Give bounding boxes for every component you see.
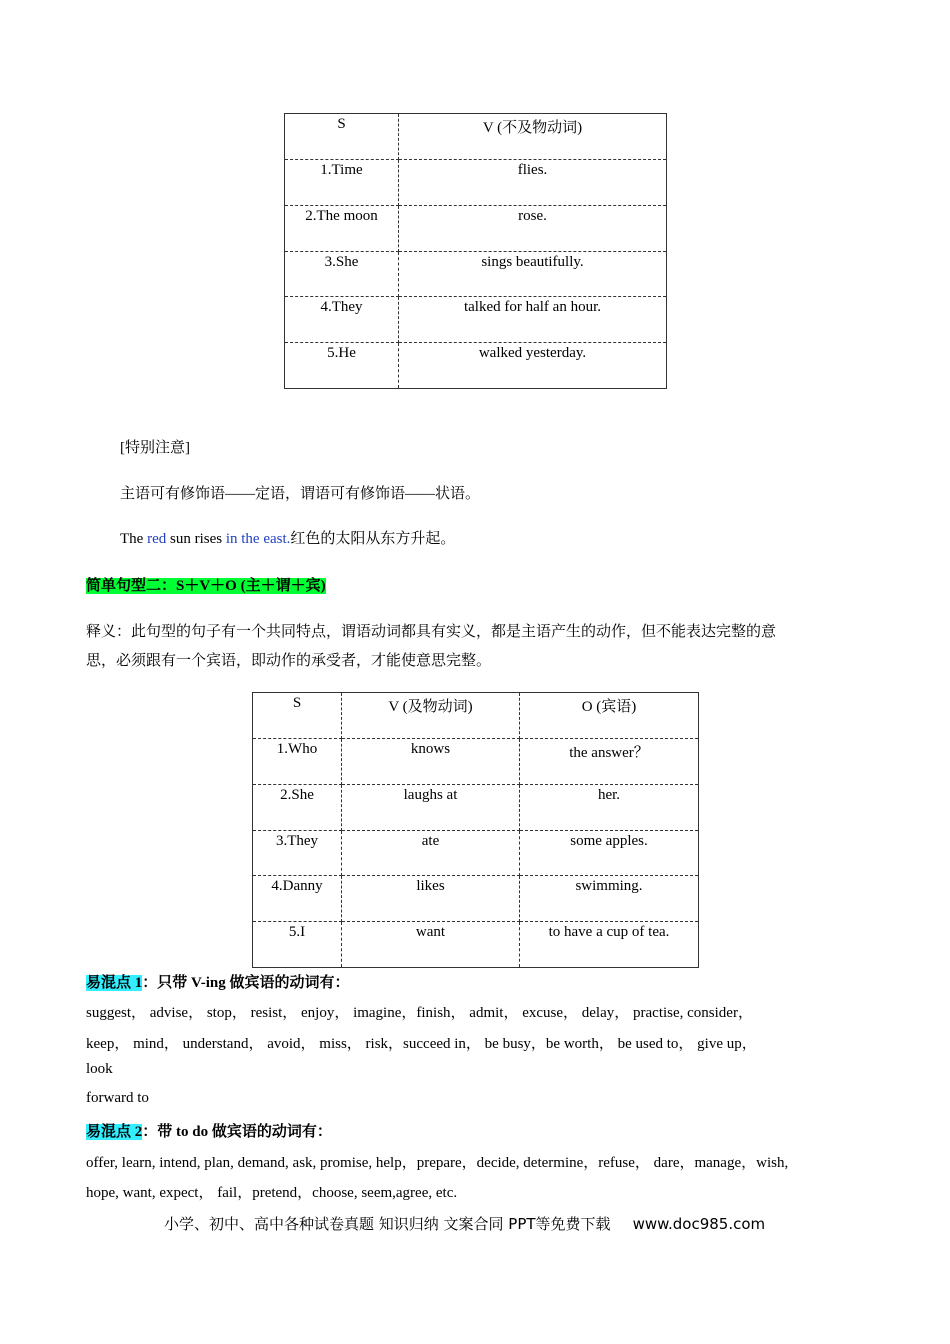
example-adverbial: in the east. [225,531,291,547]
table-cell: walked yesterday. [399,343,667,389]
table-header-cell: S [285,114,399,160]
table-header-cell: S [253,693,342,739]
explain-line: 释义：此句型的句子有一个共同特点，谓语动词都具有实义，都是主语产生的动作，但不能表达完整的意 [86,624,777,640]
table-cell: 5.I [253,922,342,968]
verb-list-line: look [86,1061,113,1077]
verb-list-line: suggest， advise， stop， resist， enjoy， imagine，finish， admit， excuse， delay， practise, consider， [86,1005,753,1021]
note-example [120,527,455,548]
table-row [253,739,699,785]
section-heading [86,574,326,595]
table-cell: 4.They [285,297,399,343]
table-row [285,160,667,206]
table-row [253,876,699,922]
table-cell: to have a cup of tea. [520,922,699,968]
confuse-label: 易混点 1 [86,975,143,991]
table-cell: 3.They [253,831,342,876]
confuse-text: ：带 to do 做宾语的动词有： [142,1124,332,1140]
confuse-point-1 [86,971,350,992]
table-cell: likes [342,876,520,922]
table-header-cell: V (及物动词) [342,693,520,739]
table-header-cell: V (不及物动词) [399,114,667,160]
table-cell: 2.The moon [285,206,399,252]
table-cell: laughs at [342,785,520,831]
table-cell: 1.Who [253,739,342,785]
table-cell: sings beautifully. [399,252,667,297]
table-row [285,252,667,297]
table-row [253,922,699,968]
table-cell: ate [342,831,520,876]
table-cell: talked for half an hour. [399,297,667,343]
table-cell: her. [520,785,699,831]
table-cell: flies. [399,160,667,206]
table-cell: want [342,922,520,968]
verb-list-line: offer, learn, intend, plan, demand, ask, promise, help，prepare，decide, determine，refuse， dare，manage，wish, [86,1155,789,1171]
table-cell: some apples. [520,831,699,876]
table-header-cell: O (宾语) [520,693,699,739]
confuse-point-2 [86,1120,332,1141]
table-row [253,785,699,831]
section-heading-text: 简单句型二：S＋V＋O (主＋谓＋宾) [86,578,326,594]
verb-list-line: forward to [86,1090,149,1106]
example-attribute: red [147,531,167,547]
verb-list-line: hope, want, expect， fail，pretend，choose, seem,agree, etc. [86,1185,458,1201]
table-cell: rose. [399,206,667,252]
table-cell: swimming. [520,876,699,922]
table-cell: 1.Time [285,160,399,206]
page-footer [164,1213,765,1234]
confuse-label: 易混点 2 [86,1124,143,1140]
footer-text: 小学、初中、高中各种试卷真题 知识归纳 文案合同 PPT等免费下载 [164,1215,611,1233]
table-cell: the answer？ [520,739,699,785]
example-text: sun rises [166,531,226,547]
table-header-row [285,114,667,160]
table-cell: knows [342,739,520,785]
table-cell: 5.He [285,343,399,389]
intransitive-verb-table [284,113,667,389]
verb-list-line: keep， mind， understand， avoid， miss， risk，succeed in， be busy，be worth， be used to， give up， [86,1036,757,1052]
table-row [253,831,699,876]
table-row [285,343,667,389]
confuse-text: ：只带 V-ing 做宾语的动词有： [142,975,350,991]
note-title: [特别注意] [120,440,190,456]
transitive-verb-table [252,692,699,968]
footer-url: www.doc985.com [632,1215,766,1233]
table-cell: 3.She [285,252,399,297]
table-header-row [253,693,699,739]
example-translation: 红色的太阳从东方升起。 [290,531,456,547]
note-line: 主语可有修饰语——定语，谓语可有修饰语——状语。 [120,486,481,502]
table-cell: 4.Danny [253,876,342,922]
table-row [285,206,667,252]
table-row [285,297,667,343]
table-cell: 2.She [253,785,342,831]
example-text: The [120,531,148,547]
explain-line: 思，必须跟有一个宾语，即动作的承受者，才能使意思完整。 [86,653,492,669]
